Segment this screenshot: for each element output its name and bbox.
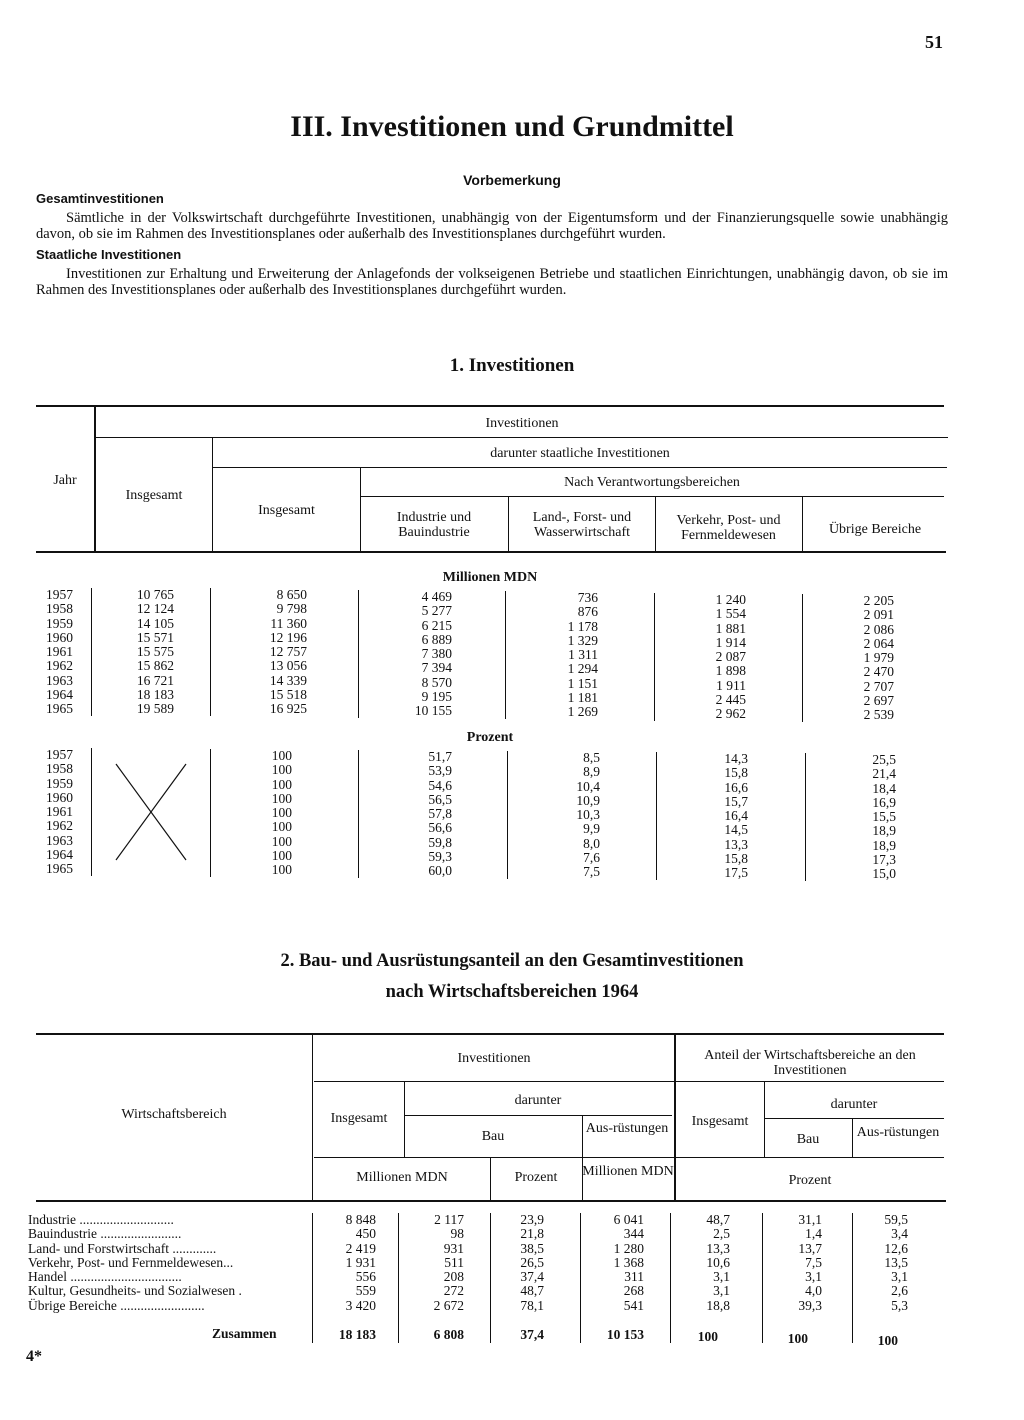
t2-row-label: Bauindustrie ........................: [28, 1226, 182, 1242]
chapter-title: III. Investitionen und Grundmittel: [290, 110, 734, 143]
t1-unit-pct: Prozent: [466, 730, 514, 745]
t2-cell: 2 672: [433, 1297, 464, 1313]
t1-mdn-uebrige-cell: 2 539: [863, 707, 894, 723]
t1-header-nach: Nach Verantwortungsbereichen: [564, 475, 740, 490]
t1-mdn-gesamt-cell: 12 124: [136, 601, 174, 617]
table2-title-line1: 2. Bau- und Ausrüstungsanteil an den Gesamtinvestitionen: [280, 951, 744, 971]
t1-pct-staatlich-cell: 100: [271, 748, 292, 763]
t1-pct-land-cell: 8,5: [583, 750, 600, 765]
t1-year-cell: 1965: [46, 701, 73, 717]
t2-cell: 541: [623, 1297, 644, 1313]
t2-header-insgesamt: Insgesamt: [330, 1111, 388, 1126]
t1-mdn-gesamt-cell: 15 571: [136, 629, 174, 645]
t1-pct-staatlich-cell: 100: [271, 790, 292, 806]
t1-mdn-land-cell: 736: [577, 590, 598, 605]
t2-cell: 272: [443, 1283, 464, 1299]
t1-year-cell: 1961: [46, 804, 73, 820]
t2-cell: 268: [623, 1283, 644, 1299]
t2-header-insgesamt2: Insgesamt: [691, 1114, 749, 1129]
t1-mdn-industrie-cell: 8 570: [421, 674, 452, 690]
t2-cell: 10,6: [706, 1254, 730, 1270]
t2-header-investitionen: Investitionen: [457, 1051, 531, 1066]
t2-cell: 1 931: [345, 1254, 376, 1270]
t1-header-jahr: Jahr: [53, 473, 77, 488]
t1-pct-industrie-cell: 59,3: [428, 849, 452, 865]
t1-mdn-staatlich-cell: 16 925: [269, 701, 307, 717]
t1-year-cell: 1962: [46, 658, 73, 674]
t2-total-label: Zusammen: [212, 1326, 277, 1341]
t2-header-bau: Bau: [481, 1129, 505, 1144]
t2-cell: 13,3: [706, 1240, 730, 1256]
t1-header-darunter: darunter staatliche Investitionen: [490, 446, 670, 461]
t1-header-investitionen: Investitionen: [485, 416, 559, 431]
t1-pct-verkehr-cell: 15,7: [724, 793, 748, 809]
t1-pct-verkehr-cell: 16,6: [724, 779, 748, 795]
t1-year-cell: 1961: [46, 644, 73, 660]
t1-pct-uebrige: [848, 753, 896, 882]
t1-mdn-uebrige-cell: 2 091: [863, 607, 894, 623]
t1-pct-uebrige-cell: 18,4: [872, 780, 896, 796]
t1-pct-industrie-cell: 59,8: [428, 834, 452, 850]
t2-row-label: Land- und Forstwirtschaft .............: [28, 1240, 217, 1256]
t1-mdn-land-cell: 1 311: [568, 647, 598, 663]
t1-pct-verkehr-cell: 17,5: [724, 865, 748, 881]
t2-header-darunter: darunter: [514, 1093, 562, 1108]
t1-pct-industrie-cell: 56,5: [428, 791, 452, 807]
t2-col-bau: [406, 1213, 464, 1313]
t2-total-anteil-ausr: 100: [877, 1333, 898, 1348]
t1-pct-land-cell: 7,6: [583, 850, 600, 866]
t2-cell: 559: [355, 1283, 376, 1299]
t1-mdn-verkehr-cell: 1 881: [715, 620, 746, 636]
t1-year-cell: 1963: [46, 832, 73, 848]
t2-cell: 2 117: [434, 1212, 464, 1227]
t1-year-cell: 1957: [46, 587, 73, 602]
t2-cell: 208: [443, 1269, 464, 1285]
t1-mdn-verkehr-cell: 2 445: [715, 692, 746, 708]
t1-pct-uebrige-cell: 25,5: [872, 752, 896, 767]
t1-pct-verkehr-cell: 14,3: [724, 751, 748, 766]
t1-pct-uebrige-cell: 15,0: [872, 866, 896, 882]
t2-cell: 78,1: [520, 1297, 544, 1313]
t2-row-label: Handel .................................: [28, 1269, 182, 1285]
t2-cell: 2,5: [713, 1226, 730, 1242]
t2-cell: 2 419: [345, 1240, 376, 1256]
t1-mdn-industrie-cell: 5 277: [421, 603, 452, 619]
t1-pct-land-cell: 10,9: [576, 792, 600, 808]
t1-pct-land-cell: 9,9: [583, 821, 600, 837]
t2-cell: 3,1: [805, 1269, 822, 1285]
t1-year-cell: 1964: [46, 687, 73, 703]
t1-mdn-gesamt-cell: 16 721: [136, 672, 174, 688]
t2-cell: 344: [623, 1226, 644, 1242]
t2-cell: 21,8: [520, 1226, 544, 1242]
t2-header-anteil: Anteil der Wirtschaftsbereiche an den Investitionen: [704, 1048, 916, 1078]
t2-cell: 26,5: [520, 1254, 544, 1270]
t2-cell: 98: [450, 1226, 464, 1242]
t1-mdn-industrie-cell: 7 380: [421, 646, 452, 662]
t2-cell: 1 368: [613, 1254, 644, 1270]
t1-pct-industrie-cell: 51,7: [428, 749, 452, 764]
t2-total-insgesamt: 18 183: [338, 1327, 376, 1342]
t1-mdn-staatlich-cell: 13 056: [269, 658, 307, 674]
t2-total-ausr: 10 153: [606, 1327, 644, 1342]
t1-pct-land-cell: 7,5: [583, 864, 600, 880]
t2-cell: 511: [444, 1254, 464, 1270]
t2-cell: 311: [624, 1269, 644, 1285]
note-heading-gesamt: Gesamtinvestitionen: [36, 191, 164, 206]
t1-pct-industrie-cell: 57,8: [428, 806, 452, 822]
t2-row-label: Übrige Bereiche .........................: [28, 1297, 205, 1313]
t1-pct-staatlich-cell: 100: [271, 833, 292, 849]
t1-mdn-staatlich-cell: 14 339: [269, 672, 307, 688]
t2-col-ausr: [586, 1213, 644, 1313]
t2-cell: 23,9: [520, 1212, 544, 1227]
t2-cell: 4,0: [805, 1283, 822, 1299]
t2-total-anteil-bau: 100: [787, 1331, 808, 1346]
t2-header-mio-mdn2: Millionen MDN: [582, 1164, 674, 1179]
t1-mdn-staatlich-cell: 15 518: [269, 687, 307, 703]
t1-mdn-uebrige-cell: 1 979: [863, 650, 894, 666]
t1-mdn-industrie-cell: 6 215: [421, 617, 452, 633]
t2-col-bau-pct: [500, 1213, 544, 1313]
t1-pct-uebrige-cell: 18,9: [872, 823, 896, 839]
t1-mdn-verkehr-cell: 1 898: [715, 663, 746, 679]
t2-cell: 48,7: [706, 1212, 730, 1227]
t1-pct-land-cell: 10,3: [576, 807, 600, 823]
t1-pct-staatlich-cell: 100: [271, 862, 292, 878]
t1-mdn-verkehr-cell: 2 087: [715, 649, 746, 665]
t1-years-pct: [46, 748, 86, 877]
t1-mdn-land-cell: 1 178: [567, 618, 598, 634]
t1-header-insgesamt1: Insgesamt: [125, 488, 183, 503]
t1-unit-mdn: Millionen MDN: [442, 570, 538, 585]
table2-title-line2: nach Wirtschaftsbereichen 1964: [385, 982, 639, 1002]
t2-col-anteil-bau: [772, 1213, 822, 1313]
t1-pct-land-cell: 8,0: [583, 835, 600, 851]
t2-cell: 3,1: [713, 1283, 730, 1299]
t1-year-cell: 1959: [46, 775, 73, 791]
t1-mdn-industrie-cell: 4 469: [421, 589, 452, 604]
t2-header-ausruestungen: Aus-rüstungen: [585, 1121, 669, 1136]
t1-mdn-land-cell: 876: [577, 604, 598, 620]
t2-cell: 3 420: [345, 1297, 376, 1313]
t1-mdn-staatlich-cell: 8 650: [276, 587, 307, 602]
t1-mdn-gesamt-cell: 15 575: [136, 644, 174, 660]
t1-pct-industrie-cell: 56,6: [428, 820, 452, 836]
t1-mdn-uebrige: [830, 594, 894, 723]
t2-cell: 3,1: [713, 1269, 730, 1285]
t2-cell: 13,7: [798, 1240, 822, 1256]
t1-header-insgesamt2: Insgesamt: [258, 503, 315, 518]
t1-mdn-land-cell: 1 181: [567, 690, 598, 706]
t1-year-cell: 1964: [46, 847, 73, 863]
t2-cell: 931: [443, 1240, 464, 1256]
t2-header-bereich: Wirtschaftsbereich: [121, 1107, 227, 1122]
t1-mdn-land-cell: 1 269: [567, 704, 598, 720]
t1-mdn-gesamt-cell: 15 862: [136, 658, 174, 674]
t1-mdn-staatlich: [240, 588, 307, 717]
t1-mdn-land-cell: 1 151: [567, 675, 598, 691]
t1-pct-industrie-cell: 60,0: [428, 863, 452, 879]
t2-cell: 3,4: [891, 1226, 908, 1242]
t2-col-anteil-gesamt: [680, 1213, 730, 1313]
t1-year-cell: 1965: [46, 861, 73, 877]
t2-cell: 48,7: [520, 1283, 544, 1299]
t2-col-insgesamt: [322, 1213, 376, 1313]
cross-mark: [112, 760, 190, 864]
table1-title: 1. Investitionen: [449, 355, 575, 376]
t2-row-label: Kultur, Gesundheits- und Sozialwesen .: [28, 1283, 242, 1299]
note-text-gesamt: Sämtliche in der Volkswirtschaft durchgeführte Investitionen, unabhängig von der Eigentumsform und der Finanzierungsquelle sowie unabhängig davon, ob sie im Rahmen des Investitionsplanes oder außerhalb des Investitionsplanes durchgeführt wurden.: [36, 210, 948, 242]
t2-cell: 18,8: [706, 1297, 730, 1313]
t1-pct-verkehr-cell: 14,5: [724, 822, 748, 838]
t1-pct-industrie-cell: 53,9: [428, 763, 452, 779]
t1-pct-uebrige-cell: 21,4: [872, 766, 896, 782]
page-number: 51: [925, 32, 943, 52]
t1-pct-uebrige-cell: 18,9: [872, 837, 896, 853]
t1-header-industrie: Industrie und Bauindustrie: [396, 510, 472, 540]
t2-cell: 31,1: [798, 1212, 822, 1227]
t1-mdn-gesamt-cell: 19 589: [136, 701, 174, 717]
t1-mdn-gesamt-cell: 10 765: [136, 587, 174, 602]
t1-mdn-verkehr-cell: 2 962: [715, 706, 746, 722]
note-heading-staatlich: Staatliche Investitionen: [36, 247, 182, 262]
t2-cell: 6 041: [613, 1212, 644, 1227]
t1-pct-staatlich: [250, 749, 292, 878]
t1-header-uebrige: Übrige Bereiche: [828, 522, 922, 537]
t1-mdn-staatlich-cell: 9 798: [276, 601, 307, 617]
t1-mdn-verkehr: [680, 593, 746, 722]
t1-pct-uebrige-cell: 17,3: [872, 852, 896, 868]
t2-total-bau-pct: 37,4: [520, 1327, 544, 1342]
t2-cell: 2,6: [891, 1283, 908, 1299]
t2-cell: 3,1: [891, 1269, 908, 1285]
t2-cell: 7,5: [805, 1254, 822, 1270]
t1-mdn-uebrige-cell: 2 064: [863, 635, 894, 651]
t1-year-cell: 1962: [46, 818, 73, 834]
t1-pct-verkehr-cell: 15,8: [724, 765, 748, 781]
t2-cell: 37,4: [520, 1269, 544, 1285]
t1-pct-industrie: [400, 750, 452, 879]
t2-cell: 12,6: [884, 1240, 908, 1256]
t1-pct-verkehr-cell: 15,8: [724, 851, 748, 867]
t1-mdn-land-cell: 1 329: [567, 632, 598, 648]
t1-years-mdn: [46, 588, 86, 717]
t1-mdn-staatlich-cell: 12 757: [269, 644, 307, 660]
t1-mdn-uebrige-cell: 2 205: [863, 593, 894, 608]
t1-pct-verkehr-cell: 13,3: [724, 836, 748, 852]
t2-col-anteil-ausr: [860, 1213, 908, 1313]
t1-mdn-uebrige-cell: 2 470: [863, 664, 894, 680]
t1-mdn-verkehr-cell: 1 554: [715, 606, 746, 622]
t1-pct-land-cell: 10,4: [576, 778, 600, 794]
t2-cell: 39,3: [798, 1297, 822, 1313]
t1-year-cell: 1960: [46, 629, 73, 645]
t1-mdn-uebrige-cell: 2 707: [863, 678, 894, 694]
t1-mdn-gesamt-cell: 18 183: [136, 687, 174, 703]
t1-mdn-industrie-cell: 9 195: [421, 689, 452, 705]
t2-cell: 450: [355, 1226, 376, 1242]
t1-year-cell: 1957: [46, 747, 73, 762]
t2-row-label: Industrie ............................: [28, 1213, 174, 1227]
t2-header-mio-mdn: Millionen MDN: [356, 1170, 448, 1185]
t1-mdn-uebrige-cell: 2 697: [863, 693, 894, 709]
t2-row-labels: [28, 1213, 308, 1313]
t1-pct-land-cell: 8,9: [583, 764, 600, 780]
t1-pct-uebrige-cell: 15,5: [872, 809, 896, 825]
t1-pct-uebrige-cell: 16,9: [872, 794, 896, 810]
t1-mdn-verkehr-cell: 1 914: [715, 634, 746, 650]
t1-pct-verkehr: [700, 752, 748, 881]
t1-header-land: Land-, Forst- und Wasserwirtschaft: [532, 510, 632, 540]
t2-cell: 5,3: [891, 1297, 908, 1313]
t2-header-prozent: Prozent: [514, 1170, 558, 1185]
t2-header-prozent2: Prozent: [788, 1173, 832, 1188]
t1-mdn-industrie-cell: 6 889: [421, 631, 452, 647]
t1-mdn-verkehr-cell: 1 240: [715, 592, 746, 607]
t1-pct-staatlich-cell: 100: [271, 776, 292, 792]
t2-cell: 59,5: [884, 1212, 908, 1227]
vorbemerkung-heading: Vorbemerkung: [463, 172, 561, 188]
t1-mdn-industrie-cell: 7 394: [421, 660, 452, 676]
t1-mdn-staatlich-cell: 11 360: [270, 615, 307, 631]
t1-pct-verkehr-cell: 16,4: [724, 808, 748, 824]
t2-header-darunter2: darunter: [830, 1097, 878, 1112]
t2-cell: 38,5: [520, 1240, 544, 1256]
t2-cell: 13,5: [884, 1254, 908, 1270]
t1-pct-staatlich-cell: 100: [271, 848, 292, 864]
t1-mdn-staatlich-cell: 12 196: [269, 629, 307, 645]
t2-total-anteil-gesamt: 100: [697, 1329, 718, 1344]
t1-mdn-industrie: [390, 590, 452, 719]
note-text-staatlich: Investitionen zur Erhaltung und Erweiterung der Anlagefonds der volkseigenen Betriebe und staatlichen Einrichtungen, unabhängig davon, ob sie im Rahmen des Investitionsplanes oder außerhalb des Investitionsplanes durchgeführt wurden.: [36, 266, 948, 298]
t1-pct-industrie-cell: 54,6: [428, 777, 452, 793]
t1-year-cell: 1958: [46, 761, 73, 777]
t1-mdn-land-cell: 1 294: [567, 661, 598, 677]
t1-mdn-verkehr-cell: 1 911: [716, 677, 746, 693]
t1-pct-staatlich-cell: 100: [271, 819, 292, 835]
t1-mdn-uebrige-cell: 2 086: [863, 621, 894, 637]
t1-mdn-gesamt-cell: 14 105: [136, 615, 174, 631]
t1-year-cell: 1959: [46, 615, 73, 631]
t2-cell: 8 848: [345, 1212, 376, 1227]
t1-year-cell: 1960: [46, 789, 73, 805]
t2-cell: 1,4: [805, 1226, 822, 1242]
t1-year-cell: 1958: [46, 601, 73, 617]
t1-pct-staatlich-cell: 100: [271, 762, 292, 778]
t1-mdn-land: [540, 591, 598, 720]
t2-header-ausruestungen2: Aus-rüstungen: [856, 1125, 940, 1140]
t1-header-verkehr: Verkehr, Post- und Fernmeldewesen: [676, 513, 781, 543]
t1-pct-staatlich-cell: 100: [271, 805, 292, 821]
t1-year-cell: 1963: [46, 672, 73, 688]
t2-cell: 1 280: [613, 1240, 644, 1256]
t1-mdn-gesamt: [110, 588, 174, 717]
t2-header-bau2: Bau: [796, 1132, 820, 1147]
t2-cell: 556: [355, 1269, 376, 1285]
t1-pct-land: [550, 751, 600, 880]
footer-mark: 4*: [26, 1348, 42, 1365]
t2-row-label: Verkehr, Post- und Fernmeldewesen...: [28, 1254, 234, 1270]
t1-mdn-industrie-cell: 10 155: [414, 703, 452, 719]
t2-total-bau: 6 808: [433, 1327, 464, 1342]
